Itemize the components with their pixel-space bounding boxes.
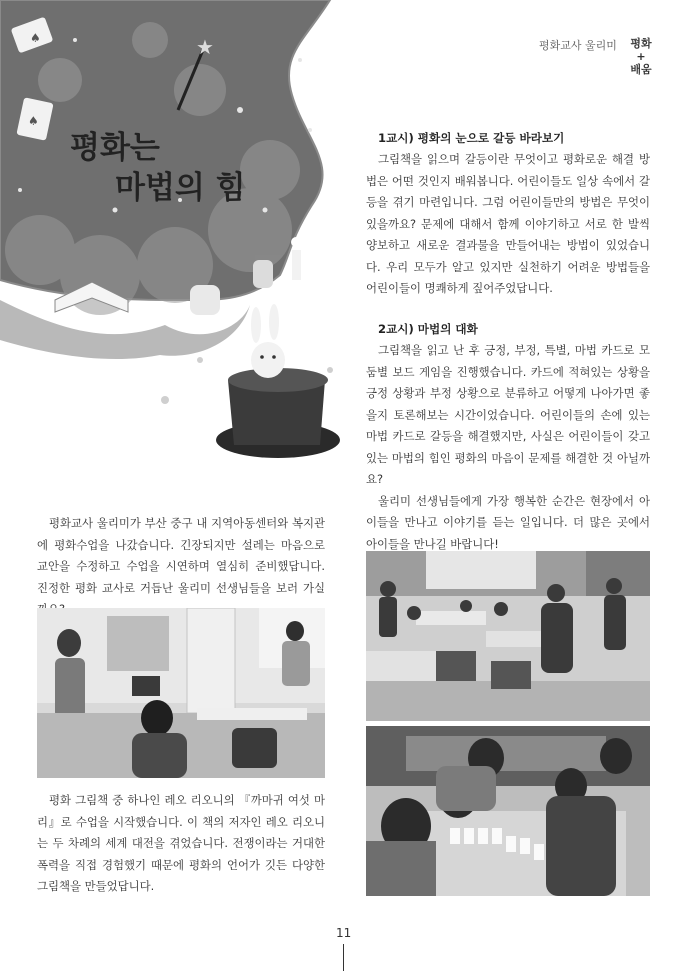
section-1-body: 그림책을 읽으며 갈등이란 무엇이고 평화로운 해결 방법은 어떤 것인지 배워봅니다. 어린이들도 일상 속에서 갈등을 겪기 마련입니다. 그럼 어린이들만의 방법은 무엇이 있을까요? 문제에 대해서 함께 이야기하고 서로 한 발씩 양보하고 새로운 결과물을 만들어내는 방법이 있었습니다. 우리 모두가 알고 있지만 실천하기 어려운 방법들을 어린이들이 명쾌하게 짚어주었답니다. bbox=[366, 152, 650, 295]
article-title bbox=[70, 128, 246, 208]
section-tag-top: 평화 bbox=[630, 37, 652, 50]
page-number-rule bbox=[343, 944, 344, 971]
page-number: 11 bbox=[336, 926, 352, 940]
classroom-photo-teacher bbox=[37, 608, 325, 778]
title-line-1: 평화는 bbox=[70, 130, 160, 166]
svg-text:★: ★ bbox=[196, 35, 214, 59]
section-tag-bottom: 배움 bbox=[630, 63, 652, 76]
section-2-body-2: 울리미 선생님들에게 가장 행복한 순간은 현장에서 아이들을 만나고 이야기를 듣는 일입니다. 더 많은 곳에서 아이들을 만나길 바랍니다! bbox=[366, 493, 650, 551]
section-1 bbox=[366, 130, 650, 300]
svg-text:♠: ♠ bbox=[28, 114, 39, 128]
classroom-photo-boardgame bbox=[366, 551, 650, 721]
picturebook-paragraph: 평화 그림책 중 하나인 레오 리오니의 『까마귀 여섯 마리』로 수업을 시작했습니다. 이 책의 저자인 레오 리오니는 두 차례의 세계 대전을 겪었습니다. 전쟁이라는 거대한 폭력을 직접 경험했기 때문에 평화의 언어가 깃든 다양한 그림책을 만들었답니다. bbox=[37, 793, 325, 893]
section-2 bbox=[366, 321, 650, 555]
series-name: 평화교사 울리미 bbox=[539, 39, 617, 52]
section-2-heading: 2교시) 마법의 대화 bbox=[378, 322, 478, 336]
magic-illustration bbox=[0, 0, 340, 480]
section-2-body-1: 그림책을 읽고 난 후 긍정, 부정, 특별, 마법 카드로 모둠별 보드 게임을 진행했습니다. 카드에 적혀있는 상황을 긍정 상황과 부정 상황으로 분류하고 어떻게 나아가면 좋을지 토론해보는 시간이었습니다. 어린이들의 손에 있는 마법 카드로 갈등을 해결했지만, 사실은 어린이들이 갖고 있는 마법의 힘인 평화의 마음이 문제를 해결한 것 아닐까요? bbox=[366, 343, 650, 486]
svg-text:♠: ♠ bbox=[30, 31, 41, 45]
section-tag bbox=[621, 37, 661, 76]
children-cards-photo bbox=[366, 726, 650, 896]
section-tag-plus: + bbox=[636, 50, 646, 63]
title-line-2: 마법의 힘 bbox=[115, 170, 246, 206]
section-1-heading: 1교시) 평화의 눈으로 갈등 바라보기 bbox=[378, 131, 565, 145]
intro-paragraph: 평화교사 울리미가 부산 중구 내 지역아동센터와 복지관에 평화수업을 나갔습니다. 긴장되지만 설레는 마음으로 교안을 수정하고 수업을 시연하며 열심히 준비했답니다. 진정한 평화 교사로 거듭난 울리미 선생님들을 보러 가실 bbox=[37, 516, 325, 595]
